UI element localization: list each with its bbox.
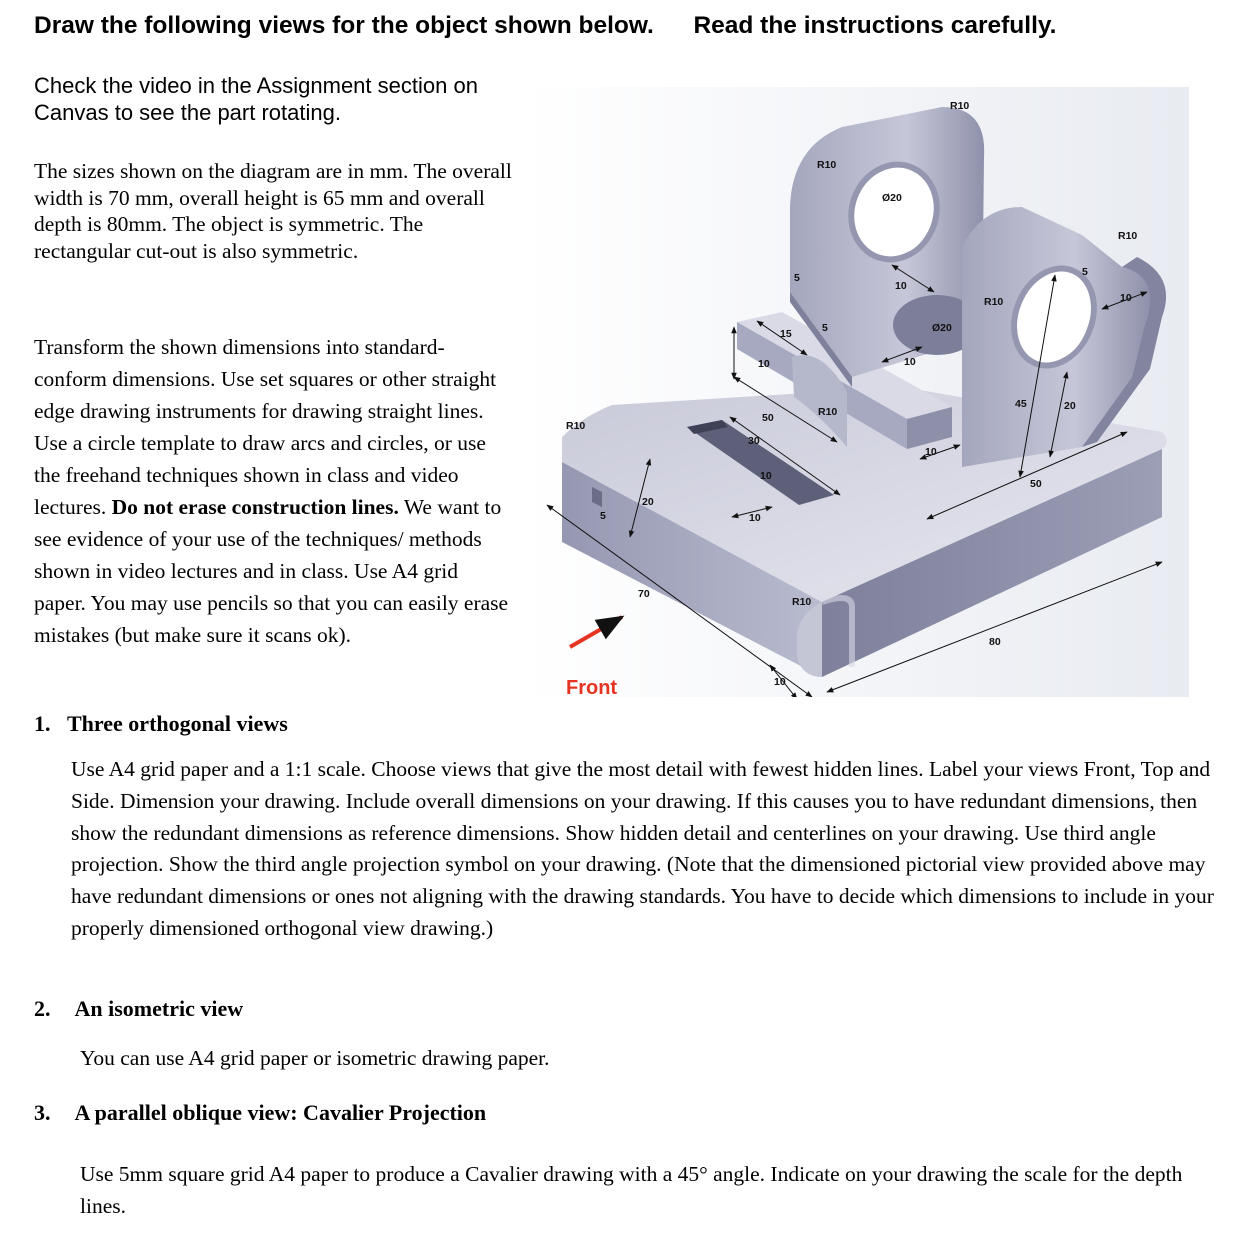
section-3-number: 3. [34,1100,51,1125]
section-2-number: 2. [34,996,51,1021]
dim-10-h: 10 [1120,292,1132,304]
dim-15: 15 [780,328,792,340]
dim-50-base: 50 [1030,478,1042,490]
title-part-2: Read the instructions carefully. [693,12,1057,39]
dim-10-g: 10 [774,676,786,688]
section-3-title: A parallel oblique view: Cavalier Projection [74,1100,487,1125]
dim-5-a: 5 [794,272,800,284]
instructions-text: Transform the shown dimensions into standard-conform dimensions. Use set squares or other straight edge drawing instruments for drawing straight lines. Use a circle template to draw arcs and circles, or use the freehand techniques shown in class and video lectures. [34,335,497,519]
section-2-heading [34,996,1234,1022]
section-1-heading [34,711,1234,737]
section-1-body: Use A4 grid paper and a 1:1 scale. Choose views that give the most detail with fewest hidden lines. Label your views Front, Top and Side. Dimension your drawing. Include overall dimensions on your drawing. If this causes you to have redundant dimensions, then show the redundant dimensions as reference dimensions. Show hidden detail and centerlines on your drawing. Use third angle projection. Show the third angle projection symbol on your drawing. (Note that the dimensioned pictorial view provided above may have redundant dimensions or ones not aligning with the drawing standards. You have to decide which dimensions to include in your properly dimensioned orthogonal view drawing.) [71,757,1214,940]
dim-5-c: 5 [1082,266,1088,278]
dim-10-b: 10 [904,356,916,368]
section-2-body: You can use A4 grid paper or isometric drawing paper. [80,1046,550,1070]
dim-dia20-mid: Ø20 [932,322,952,334]
dim-10-a: 10 [895,280,907,292]
dim-50: 50 [762,412,774,424]
section-1 [34,711,1234,737]
dim-45: 45 [1015,398,1027,410]
section-2-title: An isometric view [74,996,244,1021]
section-3 [34,1100,1234,1126]
dim-80: 80 [989,636,1001,648]
section-3-heading [34,1100,1234,1126]
dim-r10-right-tab: R10 [984,296,1004,308]
title-part-1: Draw the following views for the object shown below. [34,12,654,39]
dim-10-c: 10 [925,446,937,458]
page-title [34,12,1057,40]
dim-r10-top: R10 [950,100,970,112]
section-1-title: Three orthogonal views [67,711,288,736]
section-3-body: Use 5mm square grid A4 paper to produce a Cavalier drawing with a 45° angle. Indicate on your drawing the scale for the depth lines. [80,1162,1183,1218]
dim-5-b: 5 [822,322,828,334]
front-label: Front [566,677,618,697]
dim-70: 70 [638,588,650,600]
section-1-number: 1. [34,711,51,736]
dim-10-e: 10 [760,470,772,482]
instructions-rest: We want to see evidence of your use of the techniques/ methods shown in video lectures and in class. Use A4 grid paper. You may use pencils so that you can easily erase mistakes (but make sure it scans ok). [34,495,509,647]
instructions-paragraph [34,331,512,651]
dim-30: 30 [748,435,760,447]
section-2 [34,996,1234,1022]
intro-text: Check the video in the Assignment section on Canvas to see the part rotating. [34,73,478,125]
dim-r10-front: R10 [792,596,812,608]
dim-r10-right-top: R10 [1118,230,1138,242]
dim-20-left: 20 [642,496,654,508]
dim-10-d: 10 [758,358,770,370]
dim-10-f: 10 [749,512,761,524]
dim-20-right: 20 [1064,400,1076,412]
sizes-paragraph: The sizes shown on the diagram are in mm. The overall width is 70 mm, overall height is 65 mm and overall depth is 80mm. The object is symmetric. The rectangular cut-out is also symmetric. [34,159,512,263]
instructions-bold: Do not erase construction lines. [111,495,399,519]
isometric-figure [522,87,1189,697]
dim-5-d: 5 [600,510,606,522]
dim-r10-arc: R10 [818,406,838,418]
dim-r10-base: R10 [566,420,586,432]
dim-dia20-top: Ø20 [882,192,902,204]
dim-r10-left-tab: R10 [817,159,837,171]
